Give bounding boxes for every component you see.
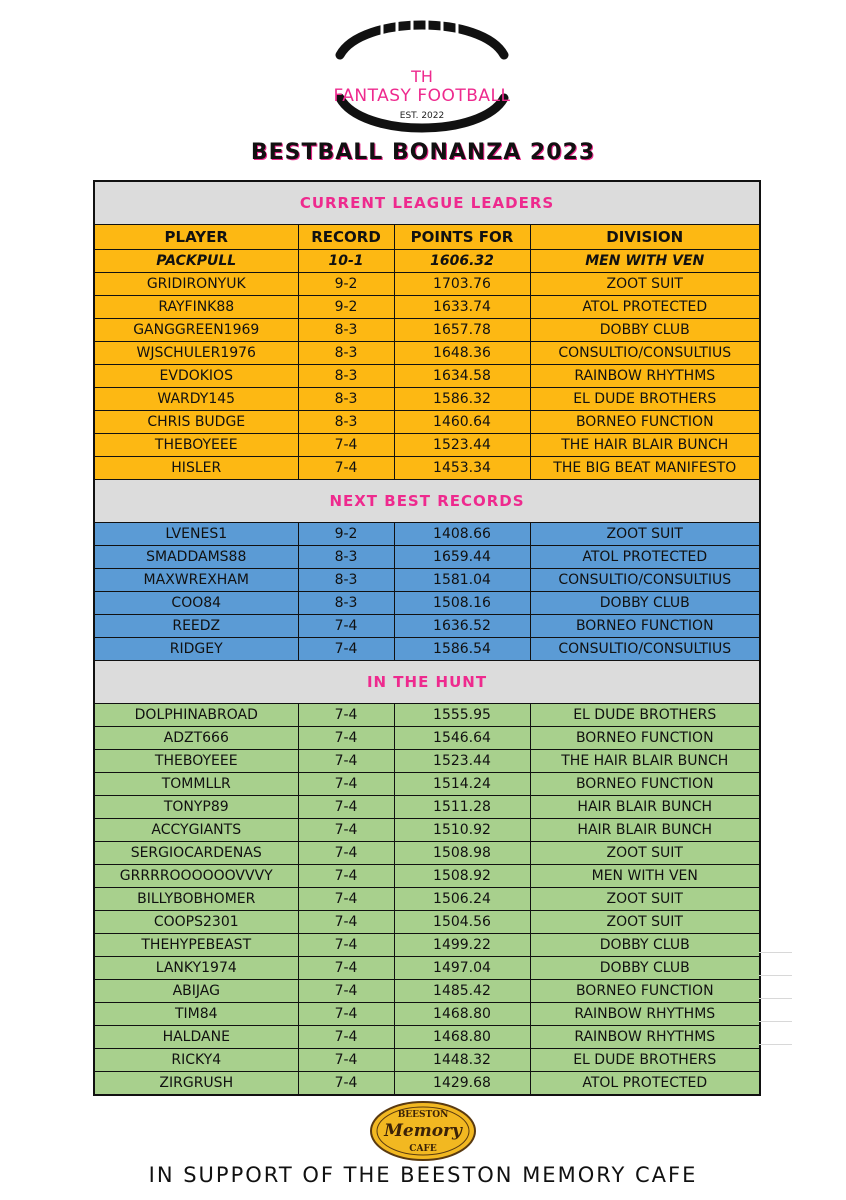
table-row	[94, 523, 760, 546]
column-header: RECORD	[298, 225, 394, 250]
section-title: IN THE HUNT	[94, 661, 760, 704]
cell-points: 1468.80	[394, 1026, 530, 1049]
table-row	[94, 296, 760, 319]
table-row	[94, 888, 760, 911]
cell-record: 9-2	[298, 523, 394, 546]
cell-division: RAINBOW RHYTHMS	[530, 1003, 760, 1026]
cafe-logo-line2: Memory	[384, 1121, 462, 1141]
cell-record: 7-4	[298, 911, 394, 934]
cell-division: EL DUDE BROTHERS	[530, 1049, 760, 1072]
column-header: PLAYER	[94, 225, 298, 250]
cell-record: 9-2	[298, 296, 394, 319]
cell-division: ZOOT SUIT	[530, 523, 760, 546]
cell-player: HISLER	[94, 457, 298, 480]
logo-line-th: TH	[411, 67, 433, 86]
table-row	[94, 865, 760, 888]
table-row	[94, 365, 760, 388]
cell-points: 1485.42	[394, 980, 530, 1003]
cell-player: HALDANE	[94, 1026, 298, 1049]
cell-player: GRRRROOOOOOVVVY	[94, 865, 298, 888]
table-row	[94, 434, 760, 457]
cell-player: WJSCHULER1976	[94, 342, 298, 365]
cell-player: BILLYBOBHOMER	[94, 888, 298, 911]
cell-player: ZIRGRUSH	[94, 1072, 298, 1096]
cell-division: BORNEO FUNCTION	[530, 727, 760, 750]
cell-points: 1508.98	[394, 842, 530, 865]
cell-division: CONSULTIO/CONSULTIUS	[530, 342, 760, 365]
table-row	[94, 842, 760, 865]
cell-record: 7-4	[298, 1049, 394, 1072]
cell-player: RICKY4	[94, 1049, 298, 1072]
cell-division: RAINBOW RHYTHMS	[530, 1026, 760, 1049]
table-row	[94, 569, 760, 592]
cell-player: TOMMLLR	[94, 773, 298, 796]
fantasy-football-logo	[322, 10, 522, 140]
cell-points: 1514.24	[394, 773, 530, 796]
cell-record: 7-4	[298, 865, 394, 888]
cafe-logo-line3: CAFE	[409, 1144, 437, 1154]
cell-record: 7-4	[298, 457, 394, 480]
cell-points: 1648.36	[394, 342, 530, 365]
cell-player: DOLPHINABROAD	[94, 704, 298, 727]
cell-record: 8-3	[298, 592, 394, 615]
cell-player: GRIDIRONYUK	[94, 273, 298, 296]
cell-division: ZOOT SUIT	[530, 842, 760, 865]
cell-points: 1606.32	[394, 250, 530, 273]
cell-division: EL DUDE BROTHERS	[530, 388, 760, 411]
cafe-logo-line1: BEESTON	[397, 1110, 449, 1120]
section-header-row	[94, 480, 760, 523]
cell-points: 1657.78	[394, 319, 530, 342]
cell-points: 1497.04	[394, 957, 530, 980]
cell-record: 8-3	[298, 342, 394, 365]
cell-player: SMADDAMS88	[94, 546, 298, 569]
cell-division: THE BIG BEAT MANIFESTO	[530, 457, 760, 480]
table-row	[94, 1072, 760, 1096]
cell-points: 1510.92	[394, 819, 530, 842]
cell-player: THEBOYEEE	[94, 750, 298, 773]
cell-record: 10-1	[298, 250, 394, 273]
cell-record: 7-4	[298, 888, 394, 911]
cell-points: 1499.22	[394, 934, 530, 957]
table-row	[94, 250, 760, 273]
cell-record: 7-4	[298, 1003, 394, 1026]
section-header-row	[94, 661, 760, 704]
cell-division: ZOOT SUIT	[530, 273, 760, 296]
standings-table	[93, 180, 761, 1096]
cell-record: 7-4	[298, 819, 394, 842]
cell-record: 7-4	[298, 957, 394, 980]
cell-player: WARDY145	[94, 388, 298, 411]
divider-line	[759, 1021, 792, 1022]
cell-points: 1504.56	[394, 911, 530, 934]
table-row	[94, 592, 760, 615]
table-row	[94, 727, 760, 750]
cell-points: 1429.68	[394, 1072, 530, 1096]
cell-points: 1511.28	[394, 796, 530, 819]
cell-division: BORNEO FUNCTION	[530, 411, 760, 434]
table-row	[94, 1026, 760, 1049]
cell-player: CHRIS BUDGE	[94, 411, 298, 434]
table-row	[94, 796, 760, 819]
cell-player: RAYFINK88	[94, 296, 298, 319]
cell-division: THE HAIR BLAIR BUNCH	[530, 434, 760, 457]
cell-record: 9-2	[298, 273, 394, 296]
cell-points: 1448.32	[394, 1049, 530, 1072]
cell-points: 1408.66	[394, 523, 530, 546]
table-row	[94, 615, 760, 638]
cell-points: 1546.64	[394, 727, 530, 750]
cell-division: DOBBY CLUB	[530, 957, 760, 980]
cell-points: 1506.24	[394, 888, 530, 911]
cell-points: 1633.74	[394, 296, 530, 319]
cell-division: THE HAIR BLAIR BUNCH	[530, 750, 760, 773]
cell-points: 1555.95	[394, 704, 530, 727]
table-row	[94, 638, 760, 661]
table-row	[94, 1049, 760, 1072]
cell-player: ABIJAG	[94, 980, 298, 1003]
cell-record: 8-3	[298, 411, 394, 434]
table-row	[94, 273, 760, 296]
cell-player: MAXWREXHAM	[94, 569, 298, 592]
logo-established: EST. 2022	[399, 111, 445, 121]
divider-line	[759, 998, 792, 999]
cell-record: 7-4	[298, 434, 394, 457]
cell-player: COOPS2301	[94, 911, 298, 934]
cell-player: GANGGREEN1969	[94, 319, 298, 342]
logo-line-fantasy-football: FANTASY FOOTBALL	[333, 86, 511, 106]
table-row	[94, 457, 760, 480]
cell-points: 1468.80	[394, 1003, 530, 1026]
cell-player: EVDOKIOS	[94, 365, 298, 388]
cell-record: 7-4	[298, 1026, 394, 1049]
cell-points: 1508.92	[394, 865, 530, 888]
cell-points: 1581.04	[394, 569, 530, 592]
column-header: DIVISION	[530, 225, 760, 250]
cell-points: 1703.76	[394, 273, 530, 296]
column-header-row	[94, 225, 760, 250]
section-header-row	[94, 181, 760, 225]
cell-points: 1634.58	[394, 365, 530, 388]
cell-division: ATOL PROTECTED	[530, 296, 760, 319]
table-row	[94, 819, 760, 842]
event-title: BESTBALL BONANZA 2023	[250, 140, 596, 165]
cell-division: DOBBY CLUB	[530, 319, 760, 342]
cell-division: ATOL PROTECTED	[530, 1072, 760, 1096]
cell-player: COO84	[94, 592, 298, 615]
divider-line	[759, 1044, 792, 1045]
cell-points: 1523.44	[394, 750, 530, 773]
table-row	[94, 411, 760, 434]
column-header: POINTS FOR	[394, 225, 530, 250]
table-row	[94, 911, 760, 934]
cell-division: BORNEO FUNCTION	[530, 773, 760, 796]
cell-points: 1586.32	[394, 388, 530, 411]
cell-record: 7-4	[298, 1072, 394, 1096]
cell-record: 7-4	[298, 704, 394, 727]
beeston-memory-cafe-logo	[369, 1100, 477, 1162]
cell-division: DOBBY CLUB	[530, 934, 760, 957]
cell-division: MEN WITH VEN	[530, 250, 760, 273]
cell-player: PACKPULL	[94, 250, 298, 273]
cell-division: HAIR BLAIR BUNCH	[530, 796, 760, 819]
cell-points: 1508.16	[394, 592, 530, 615]
cell-record: 7-4	[298, 750, 394, 773]
cell-record: 8-3	[298, 319, 394, 342]
cell-record: 7-4	[298, 796, 394, 819]
section-title: CURRENT LEAGUE LEADERS	[94, 181, 760, 225]
cell-player: REEDZ	[94, 615, 298, 638]
table-row	[94, 388, 760, 411]
cell-player: LVENES1	[94, 523, 298, 546]
cell-player: LANKY1974	[94, 957, 298, 980]
cell-player: ADZT666	[94, 727, 298, 750]
cell-division: DOBBY CLUB	[530, 592, 760, 615]
cell-points: 1636.52	[394, 615, 530, 638]
table-row	[94, 1003, 760, 1026]
cell-record: 7-4	[298, 842, 394, 865]
cell-record: 8-3	[298, 569, 394, 592]
cell-points: 1659.44	[394, 546, 530, 569]
cell-division: BORNEO FUNCTION	[530, 980, 760, 1003]
cell-points: 1453.34	[394, 457, 530, 480]
table-row	[94, 704, 760, 727]
divider-line	[759, 975, 792, 976]
cell-points: 1586.54	[394, 638, 530, 661]
cell-record: 7-4	[298, 980, 394, 1003]
cell-player: TIM84	[94, 1003, 298, 1026]
cell-division: CONSULTIO/CONSULTIUS	[530, 638, 760, 661]
cell-record: 7-4	[298, 773, 394, 796]
cell-player: SERGIOCARDENAS	[94, 842, 298, 865]
cell-record: 8-3	[298, 546, 394, 569]
table-row	[94, 934, 760, 957]
table-row	[94, 957, 760, 980]
cell-record: 7-4	[298, 638, 394, 661]
cell-division: ZOOT SUIT	[530, 911, 760, 934]
cell-division: ATOL PROTECTED	[530, 546, 760, 569]
cell-division: BORNEO FUNCTION	[530, 615, 760, 638]
cell-player: RIDGEY	[94, 638, 298, 661]
divider-line	[759, 952, 792, 953]
section-title: NEXT BEST RECORDS	[94, 480, 760, 523]
cell-player: TONYP89	[94, 796, 298, 819]
cell-player: THEHYPEBEAST	[94, 934, 298, 957]
footer-support-text: IN SUPPORT OF THE BEESTON MEMORY CAFE	[148, 1163, 698, 1187]
cell-division: HAIR BLAIR BUNCH	[530, 819, 760, 842]
cell-points: 1460.64	[394, 411, 530, 434]
table-row	[94, 319, 760, 342]
cell-record: 7-4	[298, 934, 394, 957]
cell-division: CONSULTIO/CONSULTIUS	[530, 569, 760, 592]
table-row	[94, 980, 760, 1003]
table-row	[94, 342, 760, 365]
table-row	[94, 750, 760, 773]
cell-record: 7-4	[298, 727, 394, 750]
cell-division: ZOOT SUIT	[530, 888, 760, 911]
cell-record: 8-3	[298, 365, 394, 388]
table-row	[94, 546, 760, 569]
cell-player: THEBOYEEE	[94, 434, 298, 457]
cell-record: 7-4	[298, 615, 394, 638]
table-row	[94, 773, 760, 796]
cell-division: RAINBOW RHYTHMS	[530, 365, 760, 388]
cell-division: MEN WITH VEN	[530, 865, 760, 888]
cell-record: 8-3	[298, 388, 394, 411]
cell-division: EL DUDE BROTHERS	[530, 704, 760, 727]
cell-player: ACCYGIANTS	[94, 819, 298, 842]
cell-points: 1523.44	[394, 434, 530, 457]
